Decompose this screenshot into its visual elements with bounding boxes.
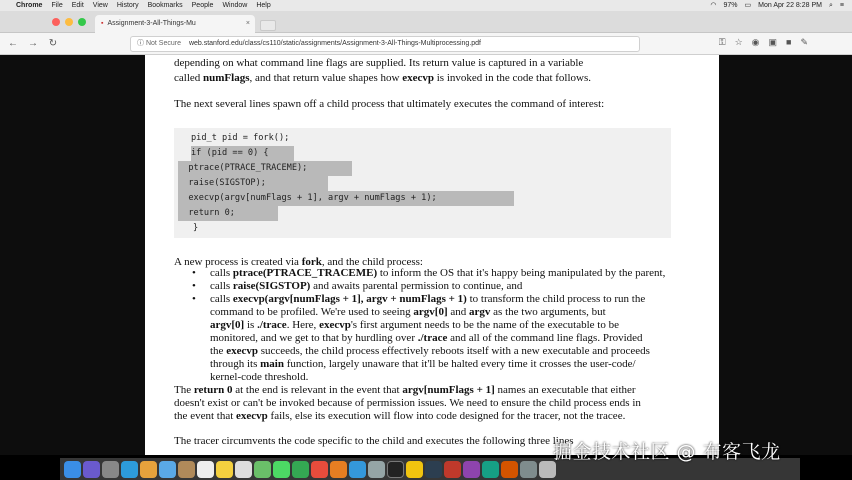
- menu-help[interactable]: Help: [256, 2, 271, 9]
- app-icon[interactable]: [501, 461, 518, 478]
- minimize-window-button[interactable]: [65, 18, 73, 26]
- search-icon[interactable]: ⌕: [828, 2, 833, 9]
- menu-edit[interactable]: Edit: [71, 2, 84, 9]
- browser-toolbar: [0, 33, 852, 55]
- list-item-continued: the execvp succeeds, the child process effectively reboots itself with a new executable and proceeds: [210, 345, 650, 357]
- battery-percent[interactable]: 97%: [723, 2, 738, 9]
- text-line: The next several lines spawn off a child process that ultimately executes the command of interest:: [174, 98, 605, 110]
- bullet: •: [192, 280, 196, 292]
- code-line: ptrace(PTRACE_TRACEME);: [178, 161, 352, 176]
- extension-icon[interactable]: ◉: [751, 37, 760, 47]
- list-item-continued: monitored, and we get to that by hurdling over ./trace and all of the command line flags. Provided: [210, 332, 643, 344]
- back-icon[interactable]: ←: [8, 38, 18, 49]
- mail-icon[interactable]: [159, 461, 176, 478]
- app-icon[interactable]: [444, 461, 461, 478]
- text-line: depending on what command line flags are supplied. Its return value is captured in a variable: [174, 57, 584, 69]
- code-line: }: [193, 223, 199, 233]
- music-icon[interactable]: [311, 461, 328, 478]
- books-icon[interactable]: [330, 461, 347, 478]
- zoom-window-button[interactable]: [78, 18, 86, 26]
- menu-people[interactable]: People: [191, 2, 214, 9]
- tab-strip: [0, 11, 852, 33]
- new-tab-button[interactable]: [260, 20, 276, 31]
- text-line: The tracer circumvents the code specific to the child and executes the following three lines: [174, 435, 574, 447]
- siri-icon[interactable]: [83, 461, 100, 478]
- code-line: pid_t pid = fork();: [191, 133, 290, 143]
- menu-window[interactable]: Window: [222, 2, 248, 9]
- code-line: raise(SIGSTOP);: [178, 176, 328, 191]
- clock[interactable]: Mon Apr 22 8:28 PM: [758, 2, 822, 9]
- close-window-button[interactable]: [52, 18, 60, 26]
- tab-active[interactable]: [95, 15, 255, 33]
- battery-icon[interactable]: ▭: [744, 2, 752, 9]
- pdf-page: [145, 55, 719, 455]
- bullet: •: [192, 267, 196, 279]
- text-line: A new process is created via fork, and the child process:: [174, 256, 423, 268]
- extension-icon[interactable]: ■: [786, 37, 792, 47]
- text-line: called numFlags, and that return value shapes how execvp is invoked in the code that follows.: [174, 72, 592, 84]
- list-item: calls raise(SIGSTOP) and awaits parental permission to continue, and: [210, 280, 523, 292]
- menu-bar: [0, 0, 852, 11]
- viewer-margin-right: [719, 55, 852, 455]
- menu-list-icon[interactable]: ≡: [839, 2, 844, 9]
- close-tab-icon[interactable]: ×: [245, 20, 250, 27]
- code-line: if (pid == 0) {: [191, 146, 294, 161]
- menu-view[interactable]: View: [92, 2, 108, 9]
- security-label: Not Secure: [145, 40, 181, 47]
- list-item-continued: command to be profiled. We're used to seeing argv[0] and argv as the two arguments, but: [210, 306, 606, 318]
- maps-icon[interactable]: [254, 461, 271, 478]
- chrome-icon[interactable]: [406, 461, 423, 478]
- calendar-icon[interactable]: [197, 461, 214, 478]
- list-item-continued: argv[0] is ./trace. Here, execvp's first argument needs to be the name of the executable to be: [210, 319, 619, 331]
- reminders-icon[interactable]: [235, 461, 252, 478]
- menu-app-name[interactable]: Chrome: [16, 2, 43, 9]
- extension-icon[interactable]: ▣: [768, 37, 778, 47]
- menu-bookmarks[interactable]: Bookmarks: [147, 2, 183, 9]
- list-item-continued: through its main function, largely unaware that it'll be halted every time it crosses the user-code/: [210, 358, 636, 370]
- code-block: [174, 128, 671, 238]
- app-icon[interactable]: [463, 461, 480, 478]
- code-line: return 0;: [178, 206, 278, 221]
- window-controls: [52, 18, 86, 26]
- wifi-icon[interactable]: ◠: [710, 2, 717, 9]
- list-item: calls ptrace(PTRACE_TRACEME) to inform the OS that it's happy being manipulated by the parent,: [210, 267, 666, 279]
- tab-title: Assignment-3-All-Things-Mu: [107, 20, 196, 27]
- contacts-icon[interactable]: [178, 461, 195, 478]
- finder-icon[interactable]: [64, 461, 81, 478]
- viewer-margin-left: [0, 55, 145, 455]
- text-line: The return 0 at the end is relevant in the event that argv[numFlags + 1] names an executable that either: [174, 384, 636, 396]
- text-line: doesn't exist or can't be invoked because of permission issues. We need to ensure the child process ends in: [174, 397, 641, 409]
- list-item: calls execvp(argv[numFlags + 1], argv + numFlags + 1) to transform the child process to run the: [210, 293, 646, 305]
- photos-icon[interactable]: [140, 461, 157, 478]
- address-bar[interactable]: [130, 36, 640, 52]
- launchpad-icon[interactable]: [102, 461, 119, 478]
- bookmark-star-icon[interactable]: ☆: [734, 37, 743, 47]
- terminal-icon[interactable]: [387, 461, 404, 478]
- notes-icon[interactable]: [216, 461, 233, 478]
- info-icon[interactable]: ⓘ: [137, 40, 144, 47]
- reload-icon[interactable]: ↻: [48, 38, 58, 49]
- text-line: the event that execvp fails, else its execution will flow into code designed for the tracer, not the tracee.: [174, 410, 626, 422]
- bullet: •: [192, 293, 196, 305]
- list-item-continued: kernel-code threshold.: [210, 371, 309, 383]
- app-icon[interactable]: [482, 461, 499, 478]
- code-line: execvp(argv[numFlags + 1], argv + numFlags + 1);: [178, 191, 514, 206]
- menu-file[interactable]: File: [51, 2, 63, 9]
- safari-icon[interactable]: [121, 461, 138, 478]
- url-text: web.stanford.edu/class/cs110/static/assignments/Assignment-3-All-Things-Multiprocessing.pdf: [188, 40, 481, 47]
- pdf-icon: ▪: [101, 20, 104, 27]
- watermark: 掘金技术社区 @ 布客飞龙: [553, 441, 781, 463]
- app-icon[interactable]: [520, 461, 537, 478]
- editor-icon[interactable]: [425, 461, 442, 478]
- key-icon[interactable]: ⚿: [718, 37, 726, 47]
- forward-icon[interactable]: →: [28, 38, 38, 49]
- messages-icon[interactable]: [273, 461, 290, 478]
- facetime-icon[interactable]: [292, 461, 309, 478]
- app-store-icon[interactable]: [349, 461, 366, 478]
- menu-history[interactable]: History: [116, 2, 139, 9]
- preferences-icon[interactable]: [368, 461, 385, 478]
- extension-icon[interactable]: ✎: [800, 37, 808, 47]
